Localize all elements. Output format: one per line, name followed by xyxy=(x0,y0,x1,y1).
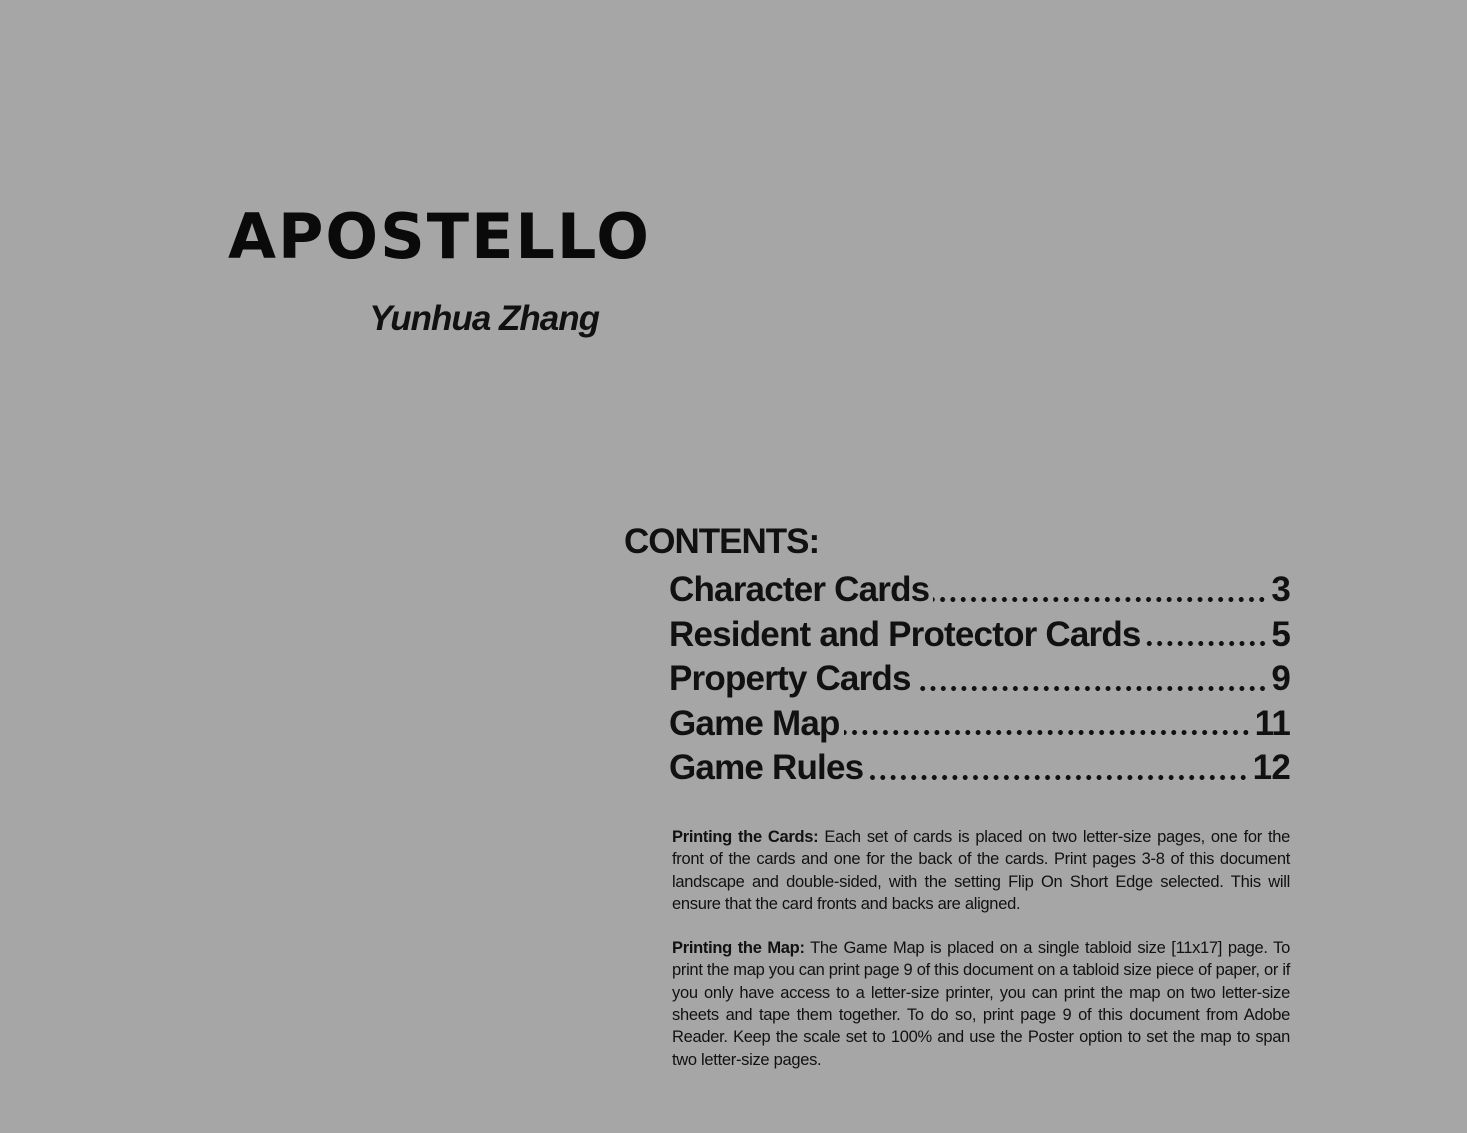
toc-item-page: 5 xyxy=(1271,614,1290,654)
table-of-contents xyxy=(624,522,1294,791)
toc-item-label: Property Cards xyxy=(669,659,911,698)
toc-item-label: Game Map xyxy=(669,703,840,743)
toc-leader-dots xyxy=(915,681,1268,691)
toc-leader-dots xyxy=(933,592,1267,602)
toc-item-page: 11 xyxy=(1254,703,1290,743)
toc-item-game-rules[interactable] xyxy=(669,746,1290,791)
toc-item-resident-protector-cards[interactable] xyxy=(669,613,1290,658)
toc-item-label: Game Rules xyxy=(669,748,864,787)
toc-item-label: Resident and Protector Cards xyxy=(669,614,1141,654)
note-label: Printing the Map: xyxy=(672,939,805,958)
note-printing-map xyxy=(672,937,1290,1071)
note-label: Printing the Cards: xyxy=(672,828,819,846)
toc-item-game-map[interactable] xyxy=(669,702,1290,747)
toc-leader-dots xyxy=(1145,636,1268,646)
toc-item-character-cards[interactable] xyxy=(669,568,1290,613)
document-title: APOSTELLO xyxy=(228,200,651,273)
contents-heading: CONTENTS: xyxy=(624,522,820,561)
toc-list xyxy=(669,568,1290,791)
toc-item-page: 9 xyxy=(1271,659,1290,698)
note-text: Each set of cards is placed on two letter-size pages, one for the front of the cards and one for the back of the cards. Print pages 3-8 of this document landscape and double-sided, with the setting Flip On Short Edge selected. This will ensure that the card fronts and backs are aligned. xyxy=(672,828,1291,913)
author-name: Yunhua Zhang xyxy=(369,299,599,338)
printing-notes xyxy=(672,826,1290,1093)
toc-item-property-cards[interactable] xyxy=(669,657,1290,702)
toc-item-page: 3 xyxy=(1271,570,1290,609)
note-printing-cards xyxy=(672,826,1290,915)
toc-item-page: 12 xyxy=(1252,748,1290,787)
toc-leader-dots xyxy=(867,770,1248,780)
toc-item-label: Character Cards xyxy=(669,570,930,609)
toc-leader-dots xyxy=(844,725,1251,735)
note-text: The Game Map is placed on a single tabloid size [11x17] page. To print the map you can print page 9 of this document on a tabloid size piece of paper, or if you only have access to a letter-size printer, you can print the map on two letter-size sheets and tape them together. To do so, print page 9 of this document from Adobe Reader. Keep the scale set to 100% and use the Poster option to set the map to span two letter-size pages. xyxy=(672,939,1290,1069)
